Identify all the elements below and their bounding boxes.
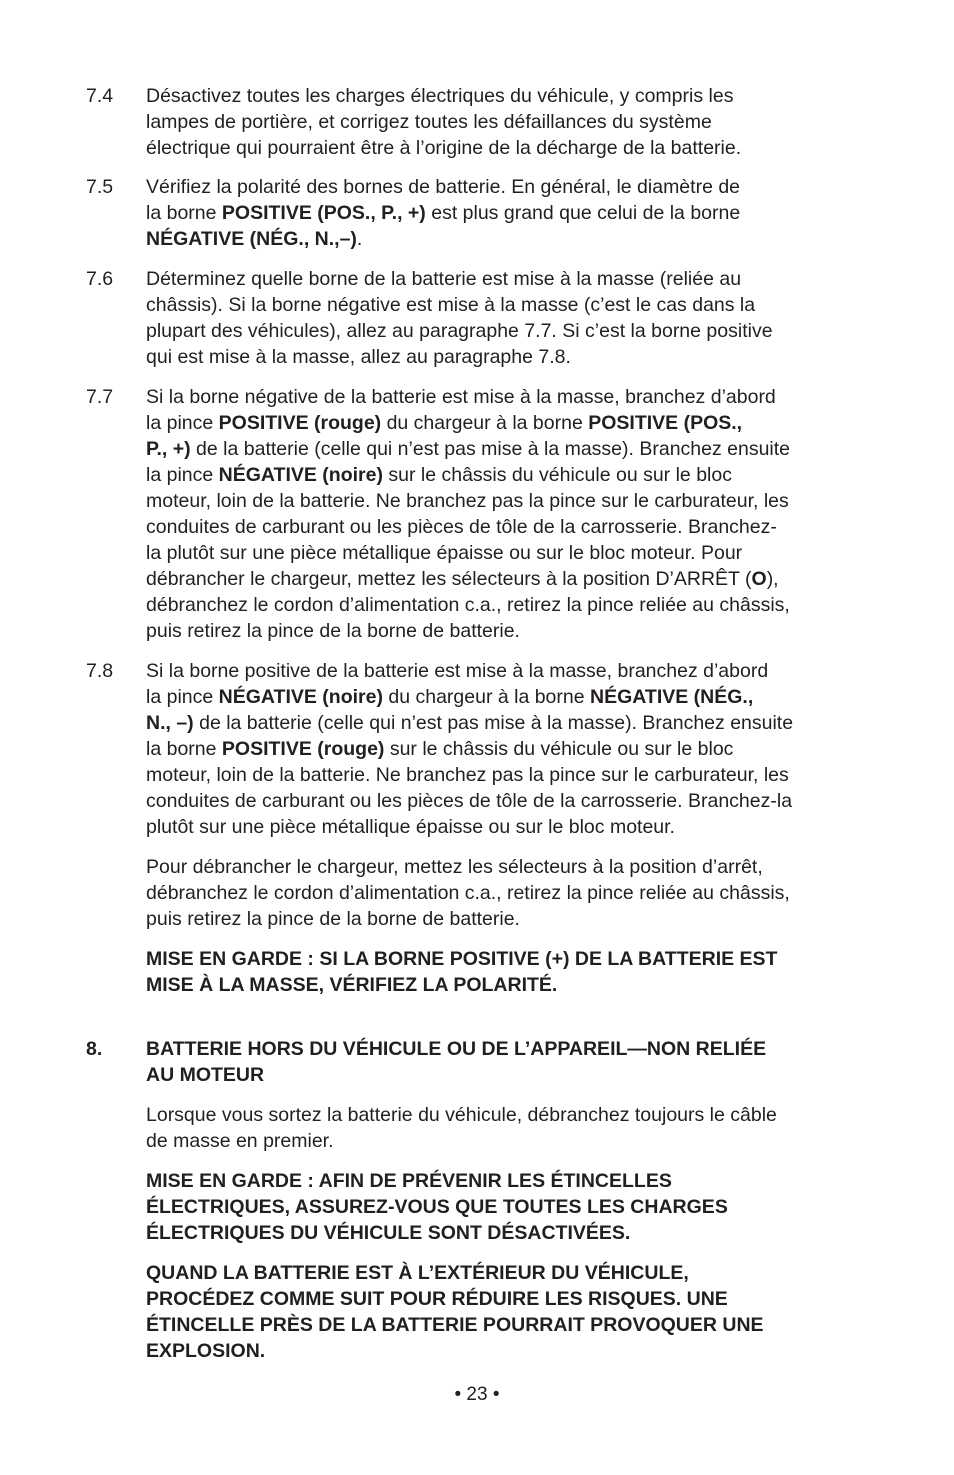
text-line [146,1168,874,1194]
text-line [146,174,874,200]
text-line [146,658,874,684]
text-run: puis retirez la pince de la borne de batterie. [146,908,520,930]
paragraph-number: 7.6 [86,268,114,290]
text-run: Pour débrancher le chargeur, mettez les sélecteurs à la position d’arrêt, [146,856,763,878]
section-title [146,1036,874,1088]
text-run: la plutôt sur une pièce métallique épaisse ou sur le bloc moteur. Pour [146,542,743,564]
text-run: électrique qui pourraient être à l’origine de la décharge de la batterie. [146,137,742,159]
text-run: de la batterie (celle qui n’est pas mise à la masse). Branchez ensuite [190,438,791,460]
text-run: conduites de carburant ou les pièces de tôle de la carrosserie. Branchez-la [146,790,793,812]
paragraph-text [146,854,874,932]
bold-text-run: NÉGATIVE (noire) [218,464,383,486]
text-line [146,592,874,618]
bold-text-run: EXPLOSION. [146,1340,266,1362]
text-run: conduites de carburant ou les pièces de tôle de la carrosserie. Branchez- [146,516,777,538]
text-run: châssis). Si la borne négative est mise à la masse (c’est le cas dans la [146,294,756,316]
warning-text [146,946,874,998]
paragraph-number: 7.8 [86,660,114,682]
text-line [146,972,874,998]
paragraph-number: 7.7 [86,386,114,408]
text-line [146,266,874,292]
text-run: est plus grand que celui de la borne [425,202,741,224]
text-line [146,762,874,788]
text-line [146,736,874,762]
text-line [146,814,874,840]
paragraph-number: 7.4 [86,85,114,107]
warning-text [146,1168,874,1246]
text-line [146,1194,874,1220]
text-run: Si la borne négative de la batterie est mise à la masse, branchez d’abord [146,386,776,408]
text-run: Lorsque vous sortez la batterie du véhicule, débranchez toujours le câble [146,1104,777,1126]
text-run: du chargeur à la borne [381,412,589,434]
text-line [146,462,874,488]
text-run: la borne [146,202,222,224]
text-line [146,946,874,972]
bold-text-run: N., –) [146,712,194,734]
bold-text-run: PROCÉDEZ COMME SUIT POUR RÉDUIRE LES RISQUES. UNE [146,1288,728,1310]
text-line [146,1062,874,1088]
text-line [146,200,874,226]
bold-text-run: MISE EN GARDE : SI LA BORNE POSITIVE (+) DE LA BATTERIE EST [146,948,778,970]
bold-text-run: POSITIVE (rouge) [221,738,385,760]
text-line [146,684,874,710]
text-line [146,540,874,566]
bold-text-run: POSITIVE (POS., [588,412,743,434]
text-run: la pince [146,412,219,434]
text-line [146,1220,874,1246]
text-run: moteur, loin de la batterie. Ne branchez pas la pince sur le carburateur, les [146,764,789,786]
bold-text-run: NÉGATIVE (NÉG., N.,–) [146,228,357,250]
text-line [146,436,874,462]
bold-text-run: BATTERIE HORS DU VÉHICULE OU DE L’APPAREIL—NON RELIÉE [146,1038,767,1060]
paragraph-text [146,1102,874,1154]
text-line [146,318,874,344]
text-line [146,906,874,932]
text-run: plutôt sur une pièce métallique épaisse ou sur le bloc moteur. [146,816,675,838]
text-run: la borne [146,738,222,760]
text-line [146,344,874,370]
text-run: Si la borne positive de la batterie est mise à la masse, branchez d’abord [146,660,769,682]
bold-text-run: MISE À LA MASSE, VÉRIFIEZ LA POLARITÉ. [146,974,558,996]
text-run: Désactivez toutes les charges électriques du véhicule, y compris les [146,85,734,107]
text-run: ), [766,568,779,590]
bold-text-run: P., +) [146,438,191,460]
text-line [146,710,874,736]
text-line [146,618,874,644]
text-run: la pince [146,686,219,708]
text-run: Vérifiez la polarité des bornes de batterie. En général, le diamètre de [146,176,741,198]
bold-text-run: NÉGATIVE (NÉG., [590,686,754,708]
bold-text-run: ÉLECTRIQUES, ASSUREZ-VOUS QUE TOUTES LES CHARGES [146,1196,728,1218]
bold-text-run: AU MOTEUR [146,1064,265,1086]
text-line [146,1128,874,1154]
paragraph-text [146,266,874,370]
text-run: qui est mise à la masse, allez au paragraphe 7.8. [146,346,571,368]
text-line [146,854,874,880]
bold-text-run: QUAND LA BATTERIE EST À L’EXTÉRIEUR DU VÉHICULE, [146,1262,689,1284]
paragraph-text [146,83,874,161]
paragraph-number: 7.5 [86,176,114,198]
text-line [146,1286,874,1312]
text-line [146,1102,874,1128]
text-run: plupart des véhicules), allez au paragraphe 7.7. Si c’est la borne positive [146,320,773,342]
text-line [146,1312,874,1338]
bold-text-run: NÉGATIVE (noire) [218,686,383,708]
text-line [146,880,874,906]
text-line [146,1338,874,1364]
text-line [146,488,874,514]
text-run: sur le châssis du véhicule ou sur le bloc [382,464,732,486]
text-line [146,292,874,318]
text-run: débranchez le cordon d’alimentation c.a., retirez la pince reliée au châssis, [146,594,790,616]
text-line [146,410,874,436]
bold-text-run: O [751,568,767,590]
text-line [146,788,874,814]
text-run: du chargeur à la borne [382,686,591,708]
bold-text-run: MISE EN GARDE : AFIN DE PRÉVENIR LES ÉTINCELLES [146,1170,672,1192]
text-line [146,1260,874,1286]
text-line [146,135,874,161]
text-line [146,226,874,252]
text-line [146,384,874,410]
text-run: la pince [146,464,219,486]
text-line [146,83,874,109]
text-run: lampes de portière, et corrigez toutes les défaillances du système [146,111,712,133]
text-run: puis retirez la pince de la borne de batterie. [146,620,520,642]
section-number: 8. [86,1038,103,1060]
text-run: . [356,228,363,250]
text-run: Déterminez quelle borne de la batterie est mise à la masse (reliée au [146,268,742,290]
bold-text-run: POSITIVE (POS., P., +) [221,202,426,224]
warning-text [146,1260,874,1364]
text-run: débrancher le chargeur, mettez les sélecteurs à la position D’ARRÊT ( [146,568,752,590]
text-line [146,1036,874,1062]
text-run: sur le châssis du véhicule ou sur le bloc [384,738,734,760]
paragraph-text [146,384,874,644]
bold-text-run: ÉTINCELLE PRÈS DE LA BATTERIE POURRAIT PROVOQUER UNE [146,1314,764,1336]
bold-text-run: ÉLECTRIQUES DU VÉHICULE SONT DÉSACTIVÉES. [146,1222,631,1244]
paragraph-text [146,658,874,840]
page-number: • 23 • [454,1384,500,1405]
text-run: de la batterie (celle qui n’est pas mise à la masse). Branchez ensuite [193,712,794,734]
text-line [146,109,874,135]
text-run: de masse en premier. [146,1130,334,1152]
text-run: moteur, loin de la batterie. Ne branchez pas la pince sur le carburateur, les [146,490,789,512]
paragraph-text [146,174,874,252]
text-line [146,514,874,540]
bold-text-run: POSITIVE (rouge) [218,412,382,434]
text-line [146,566,874,592]
text-run: débranchez le cordon d’alimentation c.a., retirez la pince reliée au châssis, [146,882,790,904]
